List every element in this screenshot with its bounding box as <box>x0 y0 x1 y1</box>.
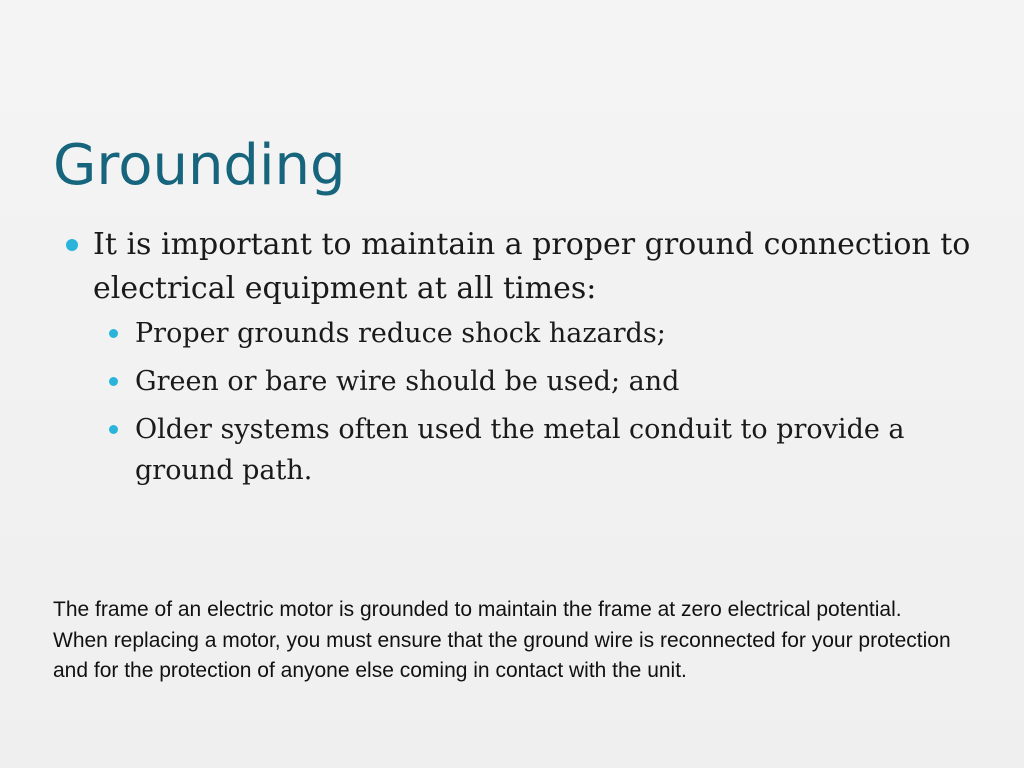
sub-bullet-text: Proper grounds reduce shock hazards; <box>135 318 666 349</box>
main-bullet-text: It is important to maintain a proper ground connection to electrical equipment at all times: <box>93 227 971 306</box>
sub-bullet-item <box>55 409 975 491</box>
sub-bullet-text: Older systems often used the metal conduit to provide a ground path. <box>135 414 905 486</box>
sub-bullet-item <box>55 361 975 402</box>
speaker-note: The frame of an electric motor is grounded to maintain the frame at zero electrical potential. When replacing a motor, you must ensure that the ground wire is reconnected for your protection and for the protection of anyone else coming in contact with the unit. <box>53 598 951 682</box>
sub-bullet-list <box>55 313 975 491</box>
sub-bullet-item <box>55 313 975 354</box>
bullet-dot-icon <box>109 377 118 386</box>
slide-title: Grounding <box>53 133 346 198</box>
main-bullet <box>55 223 975 311</box>
slide-body <box>55 223 975 498</box>
bullet-dot-icon <box>109 425 118 434</box>
bullet-dot-icon <box>109 329 118 338</box>
bullet-dot-icon <box>66 239 78 251</box>
sub-bullet-text: Green or bare wire should be used; and <box>135 366 680 397</box>
